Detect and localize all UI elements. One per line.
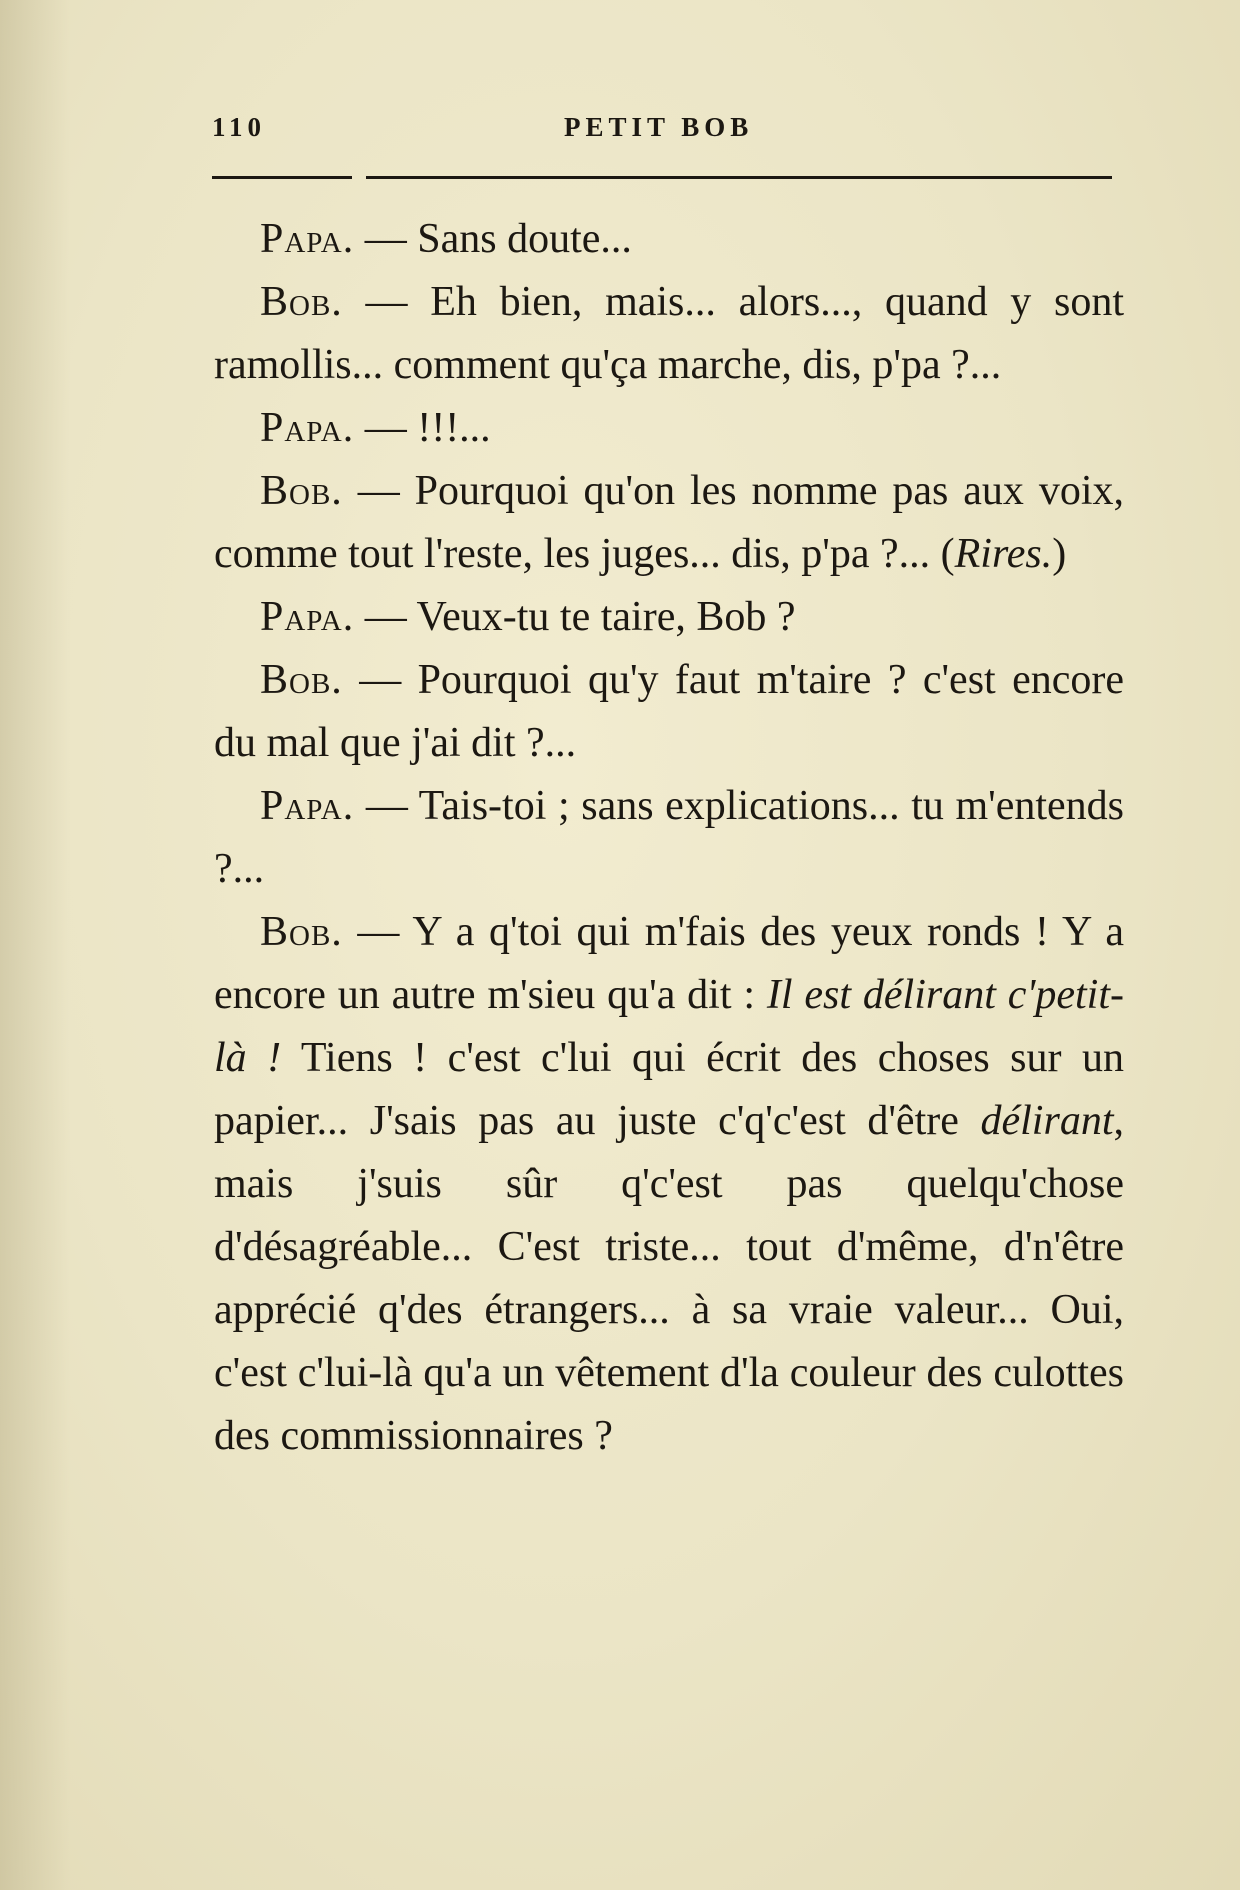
line-text: — Eh bien, mais... alors..., quand y sont ramollis... comment qu'ça marche, dis, p'pa ?... bbox=[214, 279, 1124, 388]
speaker-name: Bob. bbox=[260, 468, 343, 514]
line-text: — Tais-toi ; sans explications... tu m'entends ?... bbox=[214, 783, 1124, 892]
speaker-name: Papa. bbox=[260, 405, 355, 451]
line-text: — Veux-tu te taire, Bob ? bbox=[354, 594, 796, 640]
speaker-name: Bob. bbox=[260, 909, 343, 955]
speaker-name: Papa. bbox=[260, 216, 355, 262]
line-text: — Pourquoi qu'y faut m'taire ? c'est encore du mal que j'ai dit ?... bbox=[214, 657, 1124, 766]
stage-direction: Rires. bbox=[954, 531, 1053, 577]
dialogue-line bbox=[214, 586, 1124, 649]
dialogue-text bbox=[214, 208, 1124, 1468]
running-head bbox=[212, 112, 1122, 152]
dialogue-line bbox=[214, 397, 1124, 460]
line-text-end: ) bbox=[1052, 531, 1067, 577]
page-number: 110 bbox=[212, 112, 267, 142]
speaker-name: Papa. bbox=[260, 783, 355, 829]
speaker-name: Bob. bbox=[260, 657, 343, 703]
line-text: — Sans doute... bbox=[354, 216, 632, 262]
header-rule-left bbox=[212, 176, 352, 179]
line-text: — Y a q'toi qui m'fais des yeux ronds ! Y a encore un autre m'sieu qu'a dit : bbox=[214, 909, 1124, 1018]
dialogue-line bbox=[214, 460, 1124, 586]
dialogue-line bbox=[214, 901, 1124, 1468]
speaker-name: Bob. bbox=[260, 279, 343, 325]
running-title: PETIT BOB bbox=[564, 112, 754, 142]
italic-word: délirant bbox=[980, 1098, 1114, 1144]
dialogue-line bbox=[214, 775, 1124, 901]
line-text: — Pourquoi qu'on les nomme pas aux voix, comme tout l'reste, les juges... dis, p'pa ?... ( bbox=[214, 468, 1124, 577]
line-text: — !!!... bbox=[354, 405, 491, 451]
dialogue-line bbox=[214, 649, 1124, 775]
line-text: Tiens ! c'est c'lui qui écrit des choses sur un papier... J'sais pas au juste c'q'c'est d'être bbox=[214, 1035, 1124, 1144]
dialogue-line bbox=[214, 208, 1124, 271]
dialogue-line bbox=[214, 271, 1124, 397]
line-text: , mais j'suis sûr q'c'est pas quelqu'chose d'désagréable... C'est triste... tout d'même, d'n'être apprécié q'des étrangers... à sa vraie valeur... Oui, c'est c'lui-là qu'a un vêtement d'la couleur des culottes des commissionnaires ? bbox=[214, 1098, 1124, 1459]
header-rule-right bbox=[366, 176, 1112, 179]
speaker-name: Papa. bbox=[260, 594, 355, 640]
italic-quote: Il est délirant c'petit-là ! bbox=[214, 972, 1124, 1081]
